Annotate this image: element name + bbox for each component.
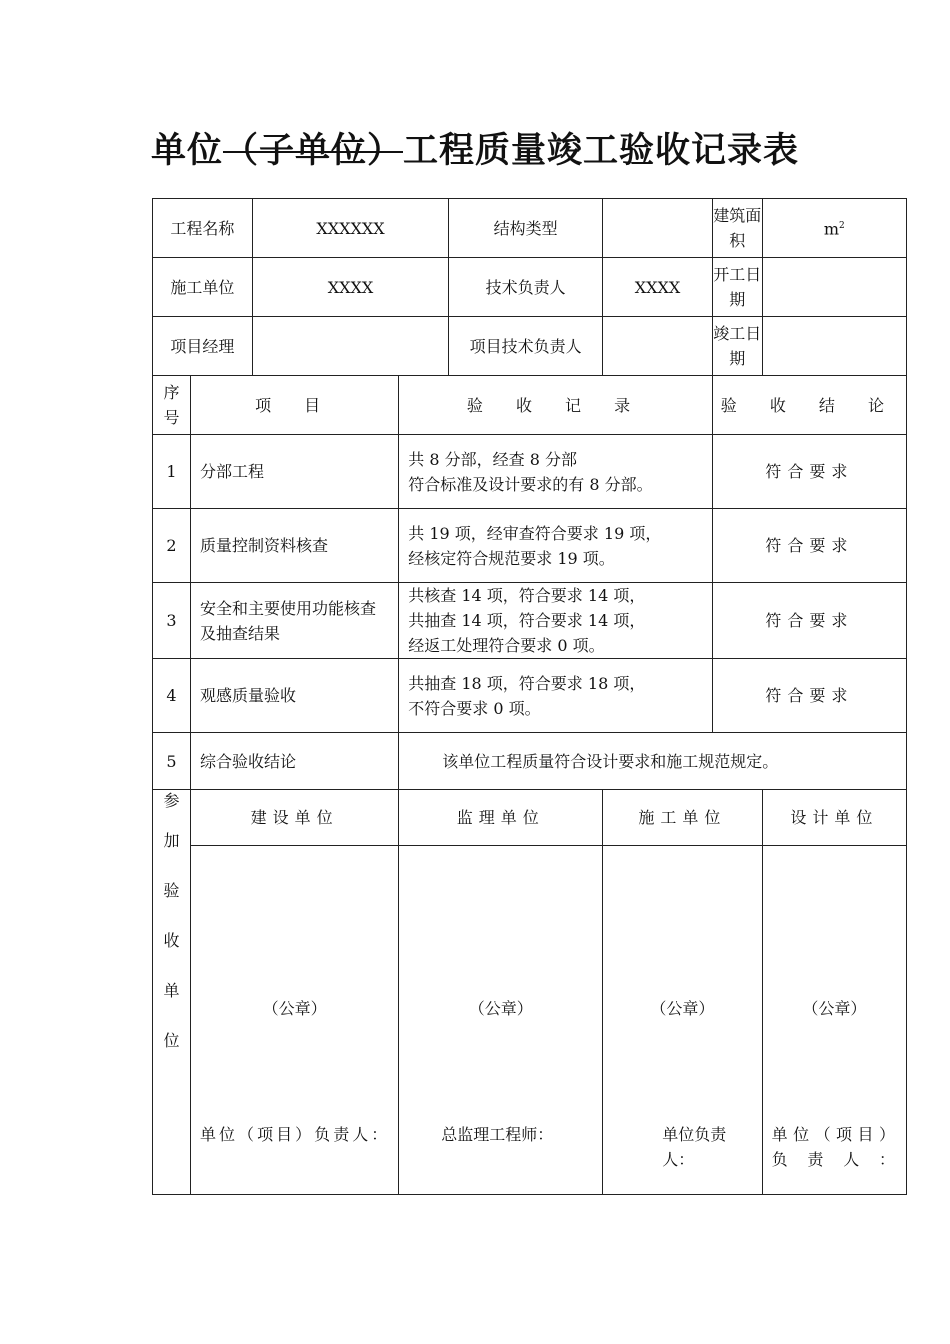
area-unit: m <box>823 219 840 239</box>
header-row-1 <box>153 199 907 258</box>
summary-text: 该单位工程质量符合设计要求和施工规范规定。 <box>399 733 907 790</box>
row-number: 1 <box>153 435 191 509</box>
row-number: 4 <box>153 659 191 733</box>
title-suffix: 工程质量竣工验收记录表 <box>403 131 800 171</box>
completion-date-value <box>762 317 906 376</box>
summary-item: 综合验收结论 <box>190 733 398 790</box>
technical-lead-value: XXXX <box>603 258 713 317</box>
row-conclusion: 符合要求 <box>712 509 906 583</box>
seq-header: 序 号 <box>153 376 191 435</box>
header-row-3 <box>153 317 907 376</box>
building-area-label: 建筑面积 <box>712 199 762 258</box>
construction-stamp: （公章） <box>650 999 715 1018</box>
completion-date-label: 竣工日期 <box>712 317 762 376</box>
record-header: 验 收 记 录 <box>399 376 712 435</box>
row-conclusion: 符合要求 <box>712 583 906 659</box>
title-prefix: 单位 <box>150 131 223 171</box>
project-technical-lead-value <box>603 317 713 376</box>
participant-header-row <box>153 790 907 846</box>
table-row <box>153 583 907 659</box>
design-signer: 单位（项目）负责人： <box>771 1125 897 1169</box>
project-manager-value <box>252 317 448 376</box>
row-conclusion: 符合要求 <box>712 659 906 733</box>
supervision-unit-header: 监理单位 <box>399 790 603 846</box>
supervision-signer: 总监理工程师： <box>441 1125 554 1144</box>
owner-unit-header: 建设单位 <box>190 790 398 846</box>
construction-unit-header: 施工单位 <box>603 790 762 846</box>
construction-signer: 单位负责人： <box>662 1125 727 1169</box>
contractor-label: 施工单位 <box>153 258 253 317</box>
project-manager-label: 项目经理 <box>153 317 253 376</box>
project-name-value: XXXXXX <box>252 199 448 258</box>
owner-signer: 单位（项目）负责人： <box>199 1125 390 1144</box>
design-stamp: （公章） <box>802 999 867 1018</box>
row-item: 质量控制资料核查 <box>190 509 398 583</box>
owner-sign-cell <box>190 846 398 1195</box>
summary-row <box>153 733 907 790</box>
supervision-stamp: （公章） <box>468 999 533 1018</box>
row-record: 共抽查 18 项，符合要求 18 项， 不符合要求 0 项。 <box>399 659 712 733</box>
item-header: 项 目 <box>190 376 398 435</box>
conclusion-header: 验 收 结 论 <box>712 376 906 435</box>
participants-side-label: 参 加 验 收 单 位 <box>153 790 191 1195</box>
title-struck-text: （子单位） <box>222 131 403 171</box>
row-record: 共 8 分部，经查 8 分部 符合标准及设计要求的有 8 分部。 <box>399 435 712 509</box>
acceptance-record-table <box>152 198 907 1195</box>
row-conclusion: 符合要求 <box>712 435 906 509</box>
design-sign-cell <box>762 846 906 1195</box>
structure-type-value <box>603 199 713 258</box>
structure-type-label: 结构类型 <box>449 199 603 258</box>
design-unit-header: 设计单位 <box>762 790 906 846</box>
contractor-value: XXXX <box>252 258 448 317</box>
building-area-value <box>762 199 906 258</box>
start-date-value <box>762 258 906 317</box>
table-row <box>153 659 907 733</box>
area-unit-exponent: 2 <box>839 221 845 232</box>
row-item: 观感质量验收 <box>190 659 398 733</box>
owner-stamp: （公章） <box>262 999 327 1018</box>
row-item: 分部工程 <box>190 435 398 509</box>
column-header-row <box>153 376 907 435</box>
table-row <box>153 509 907 583</box>
construction-sign-cell <box>603 846 762 1195</box>
row-record: 共核查 14 项，符合要求 14 项， 共抽查 14 项，符合要求 14 项， 经返工处理符合要求 0 项。 <box>399 583 712 659</box>
supervision-sign-cell <box>399 846 603 1195</box>
summary-number: 5 <box>153 733 191 790</box>
header-row-2 <box>153 258 907 317</box>
row-item: 安全和主要使用功能核查及抽查结果 <box>190 583 398 659</box>
start-date-label: 开工日期 <box>712 258 762 317</box>
technical-lead-label: 技术负责人 <box>449 258 603 317</box>
table-row <box>153 435 907 509</box>
project-name-label: 工程名称 <box>153 199 253 258</box>
row-number: 2 <box>153 509 191 583</box>
row-number: 3 <box>153 583 191 659</box>
row-record: 共 19 项，经审查符合要求 19 项， 经核定符合规范要求 19 项。 <box>399 509 712 583</box>
project-technical-lead-label: 项目技术负责人 <box>449 317 603 376</box>
page-title <box>0 128 950 174</box>
participant-sign-row <box>153 846 907 1195</box>
